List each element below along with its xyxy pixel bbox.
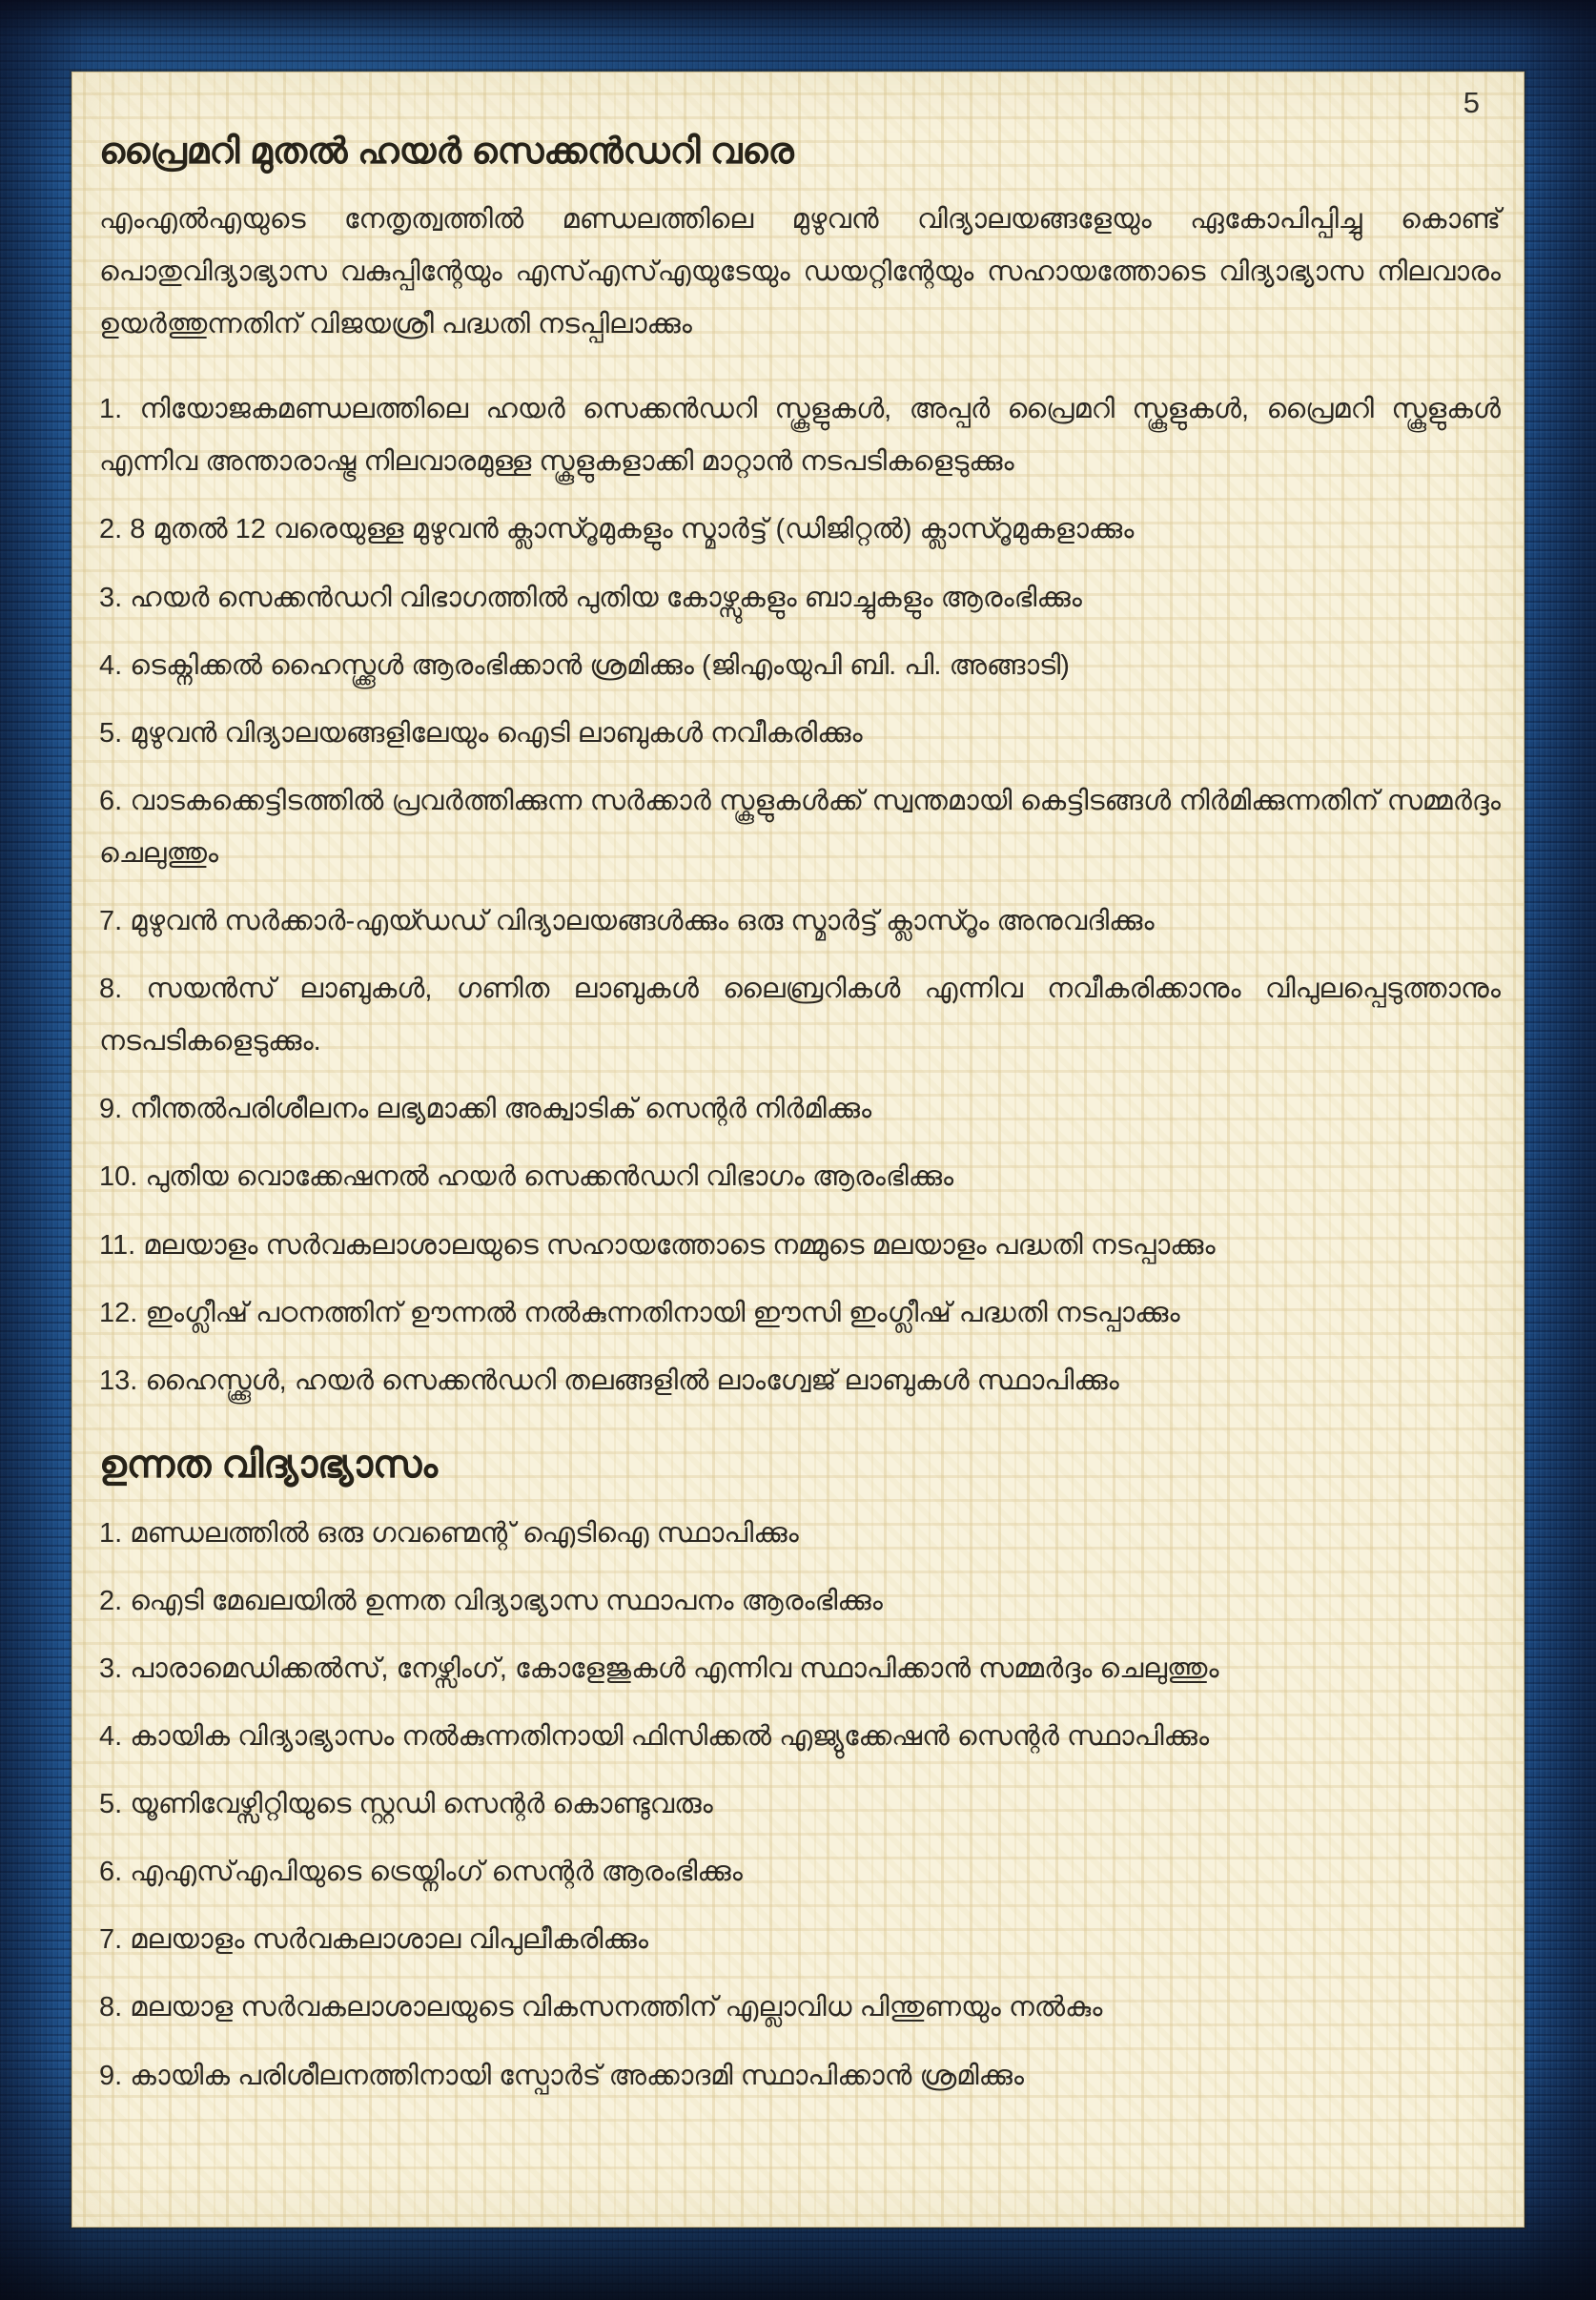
section-primary-to-higher-secondary [99,132,1501,1407]
list-item: 1. മണ്ഡലത്തിൽ ഒരു ഗവണ്മെന്റ് ഐടിഐ സ്ഥാപിക്കും [99,1517,799,1549]
list-item: 2. 8 മുതൽ 12 വരെയുള്ള മുഴുവൻ ക്ലാസ്റൂമുകളും സ്മാർട്ട് (ഡിജിറ്റൽ) ക്ലാസ്റൂമുകളാക്കും [99,514,1135,545]
list-item: 7. മലയാളം സർവകലാശാല വിപുലീകരിക്കും [99,1924,648,1956]
list-item: 6. വാടകക്കെട്ടിടത്തിൽ പ്രവർത്തിക്കുന്ന സർക്കാർ സ്കൂളുകൾക്ക് സ്വന്തമായി കെട്ടിടങ്ങൾ നിർമിക്കുന്നതിന് സമ്മർദ്ദം ചെലുത്തും [99,785,1501,869]
higher-education-item-list [99,1508,1501,2103]
list-item: 5. യൂണിവേഴ്സിറ്റിയുടെ സ്റ്റഡി സെന്റർ കൊണ്ടുവരും [99,1789,713,1820]
list-item: 2. ഐടി മേഖലയിൽ ഉന്നത വിദ്യാഭ്യാസ സ്ഥാപനം ആരംഭിക്കും [99,1585,883,1616]
section-higher-education [99,1444,1501,2103]
list-item: 12. ഇംഗ്ലീഷ് പഠനത്തിന് ഊന്നൽ നൽകുന്നതിനായി ഈസി ഇംഗ്ലീഷ് പദ്ധതി നടപ്പാക്കും [99,1297,1180,1328]
list-item: 8. മലയാള സർവകലാശാലയുടെ വികസനത്തിന് എല്ലാവിധ പിന്തുണയും നൽകും [99,1992,1103,2023]
list-item: 9. നീന്തൽപരിശീലനം ലഭ്യമാക്കി അക്വാടിക് സെന്റർ നിർമിക്കും [99,1094,872,1125]
list-item: 9. കായിക പരിശീലനത്തിനായി സ്പോർട് അക്കാദമി സ്ഥാപിക്കാൻ ശ്രമിക്കും [99,2060,1025,2091]
list-item: 11. മലയാളം സർവകലാശാലയുടെ സഹായത്തോടെ നമ്മുടെ മലയാളം പദ്ധതി നടപ്പാക്കും [99,1229,1216,1261]
list-item: 3. ഹയർ സെക്കൻഡറി വിഭാഗത്തിൽ പുതിയ കോഴ്സുകളും ബാച്ചുകളും ആരംഭിക്കും [99,582,1082,613]
list-item: 6. എഎസ്എപിയുടെ ട്രെയ്നിംഗ് സെന്റർ ആരംഭിക്കും [99,1857,743,1888]
list-item: 1. നിയോജകമണ്ഡലത്തിലെ ഹയർ സെക്കൻഡറി സ്കൂളുകൾ, അപ്പർ പ്രൈമറി സ്കൂളുകൾ, പ്രൈമറി സ്കൂളുകൾ എന്നിവ അന്താരാഷ്ട്ര നിലവാരമുള്ള സ്കൂളുകളാക്കി മാറ്റാൻ നടപടികളെടുക്കും [99,394,1501,478]
list-item: 3. പാരാമെഡിക്കൽസ്, നേഴ്സിംഗ്, കോളേജുകൾ എന്നിവ സ്ഥാപിക്കാൻ സമ്മർദ്ദം ചെലുത്തും [99,1653,1219,1684]
list-item: 13. ഹൈസ്ക്കൂൾ, ഹയർ സെക്കൻഡറി തലങ്ങളിൽ ലാംഗ്വേജ് ലാബുകൾ സ്ഥാപിക്കും [99,1365,1119,1396]
list-item: 4. കായിക വിദ്യാഭ്യാസം നൽകുന്നതിനായി ഫിസിക്കൽ എജ്യുക്കേഷൻ സെന്റർ സ്ഥാപിക്കും [99,1721,1210,1753]
section-heading-primary-to-higher-secondary: പ്രൈമറി മുതൽ ഹയർ സെക്കൻഡറി വരെ [99,132,794,172]
section-intro-paragraph: എംഎൽഎയുടെ നേതൃത്വത്തിൽ മണ്ഡലത്തിലെ മുഴുവൻ വിദ്യാലയങ്ങളേയും ഏകോപിപ്പിച്ചു കൊണ്ട് പൊതുവിദ്യാഭ്യാസ വകുപ്പിന്റേയും എസ്എസ്എയുടേയും ഡയറ്റിന്റേയും സഹായത്തോടെ വിദ്യാഭ്യാസ നിലവാരം ഉയർത്തുന്നതിന് വിജയശ്രീ പദ്ധതി നടപ്പിലാക്കും [99,204,1501,340]
paper-panel [72,72,1524,2228]
list-item: 5. മുഴുവൻ വിദ്യാലയങ്ങളിലേയും ഐടി ലാബുകൾ നവീകരിക്കും [99,717,863,749]
section-heading-higher-education: ഉന്നത വിദ്യാഭ്യാസം [99,1443,438,1486]
list-item: 7. മുഴുവൻ സർക്കാർ-എയ്ഡഡ് വിദ്യാലയങ്ങൾക്കും ഒരു സ്മാർട്ട് ക്ലാസ്റൂം അനുവദിക്കും [99,906,1155,937]
page-number: 5 [1463,86,1480,119]
list-item: 10. പുതിയ വൊക്കേഷനൽ ഹയർ സെക്കൻഡറി വിഭാഗം ആരംഭിക്കും [99,1161,954,1193]
list-item: 8. സയൻസ് ലാബുകൾ, ഗണിത ലാബുകൾ ലൈബ്രറികൾ എന്നിവ നവീകരിക്കാനും വിപുലപ്പെടുത്താനും നടപടികളെടുക്കും. [99,974,1501,1058]
list-item: 4. ടെക്നിക്കൽ ഹൈസ്ക്കൂൾ ആരംഭിക്കാൻ ശ്രമിക്കും (ജിഎംയുപി ബി. പി. അങ്ങാടി) [99,649,1070,681]
primary-section-item-list [99,383,1501,1407]
